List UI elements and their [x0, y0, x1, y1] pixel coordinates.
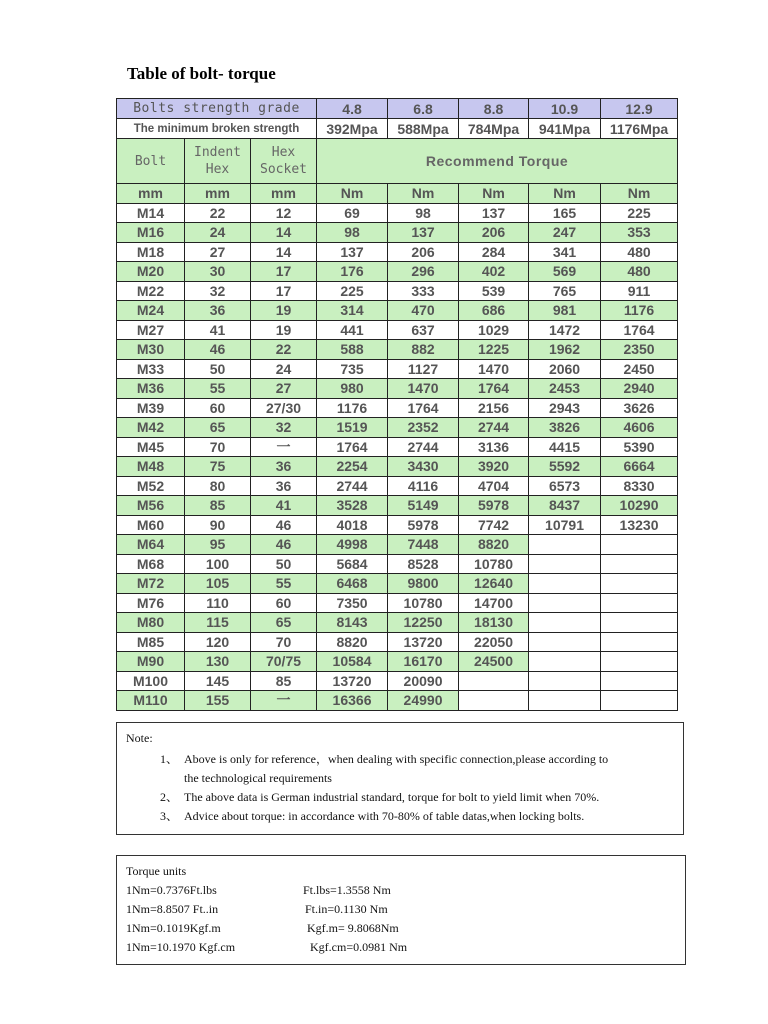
- table-cell: 1470: [459, 359, 529, 379]
- table-cell: 27: [185, 242, 251, 262]
- table-cell: 85: [251, 671, 317, 691]
- table-cell: 569: [529, 262, 601, 282]
- table-cell: 155: [185, 691, 251, 711]
- table-row: [117, 496, 678, 516]
- table-row: [117, 242, 678, 262]
- table-cell: 65: [185, 418, 251, 438]
- bolt-size-cell: M22: [117, 281, 185, 301]
- table-cell: 16366: [317, 691, 388, 711]
- bolt-size-cell: M52: [117, 476, 185, 496]
- table-row: [117, 203, 678, 223]
- note-box: [116, 722, 684, 835]
- table-cell: 36: [185, 301, 251, 321]
- table-row: [117, 457, 678, 477]
- grade-cell: 4.8: [317, 99, 388, 119]
- table-row: [117, 398, 678, 418]
- header-line: Socket: [260, 162, 307, 177]
- table-cell: 8143: [317, 613, 388, 633]
- table-cell: 95: [185, 535, 251, 555]
- table-cell: 22: [185, 203, 251, 223]
- table-cell: 6573: [529, 476, 601, 496]
- table-row: [117, 379, 678, 399]
- unit-cell: Nm: [459, 184, 529, 204]
- conversion-left: 1Nm=0.1019Kgf.m: [126, 921, 221, 935]
- header-line: Indent: [194, 145, 241, 160]
- table-cell: 137: [459, 203, 529, 223]
- note-number: 1、: [160, 752, 179, 766]
- table-cell: 1764: [601, 320, 678, 340]
- min-strength-cell: 784Mpa: [459, 119, 529, 139]
- table-row: [117, 476, 678, 496]
- bolt-size-cell: M72: [117, 574, 185, 594]
- table-row: [117, 301, 678, 321]
- table-cell: 1176: [317, 398, 388, 418]
- table-cell: [529, 632, 601, 652]
- table-cell: 911: [601, 281, 678, 301]
- table-cell: 1764: [459, 379, 529, 399]
- table-cell: [529, 535, 601, 555]
- table-cell: 85: [185, 496, 251, 516]
- table-cell: 10290: [601, 496, 678, 516]
- table-cell: 13720: [388, 632, 459, 652]
- table-row: [117, 632, 678, 652]
- unit-cell: mm: [185, 184, 251, 204]
- table-cell: [529, 613, 601, 633]
- table-row: [117, 535, 678, 555]
- table-cell: 8528: [388, 554, 459, 574]
- table-cell: 5978: [388, 515, 459, 535]
- table-cell: 314: [317, 301, 388, 321]
- table-cell: 46: [251, 535, 317, 555]
- note-line: the technological requirements: [184, 771, 332, 785]
- table-cell: 12: [251, 203, 317, 223]
- bolt-size-cell: M90: [117, 652, 185, 672]
- unit-cell: mm: [117, 184, 185, 204]
- min-strength-cell: 1176Mpa: [601, 119, 678, 139]
- table-cell: 206: [459, 223, 529, 243]
- table-cell: 30: [185, 262, 251, 282]
- table-cell: [529, 554, 601, 574]
- table-cell: 480: [601, 242, 678, 262]
- header-line: Hex: [205, 162, 230, 177]
- table-cell: 65: [251, 613, 317, 633]
- torque-units-title: Torque units: [126, 864, 187, 878]
- bolt-size-cell: M60: [117, 515, 185, 535]
- grade-cell: 6.8: [388, 99, 459, 119]
- table-cell: [459, 691, 529, 711]
- table-cell: 2352: [388, 418, 459, 438]
- bolt-size-cell: M85: [117, 632, 185, 652]
- table-cell: 8330: [601, 476, 678, 496]
- table-cell: 24500: [459, 652, 529, 672]
- table-cell: 17: [251, 262, 317, 282]
- table-cell: [529, 691, 601, 711]
- table-cell: 1176: [601, 301, 678, 321]
- table-cell: 一: [251, 437, 317, 457]
- table-cell: 90: [185, 515, 251, 535]
- table-row: [117, 223, 678, 243]
- table-cell: 50: [251, 554, 317, 574]
- bolt-size-cell: M14: [117, 203, 185, 223]
- table-cell: 5390: [601, 437, 678, 457]
- table-cell: 7448: [388, 535, 459, 555]
- grade-cell: 8.8: [459, 99, 529, 119]
- table-cell: 32: [251, 418, 317, 438]
- bolt-size-cell: M42: [117, 418, 185, 438]
- table-cell: 2744: [459, 418, 529, 438]
- table-cell: 1962: [529, 340, 601, 360]
- table-cell: 3528: [317, 496, 388, 516]
- table-cell: 3430: [388, 457, 459, 477]
- table-cell: 9800: [388, 574, 459, 594]
- conversion-left: 1Nm=8.8507 Ft..in: [126, 902, 219, 916]
- note-number: 3、: [160, 809, 179, 823]
- grade-label: Bolts strength grade: [117, 99, 317, 119]
- table-cell: [601, 535, 678, 555]
- table-cell: [529, 593, 601, 613]
- table-cell: 470: [388, 301, 459, 321]
- table-cell: 4018: [317, 515, 388, 535]
- table-cell: 686: [459, 301, 529, 321]
- table-row: [117, 418, 678, 438]
- table-cell: 4415: [529, 437, 601, 457]
- table-cell: 55: [251, 574, 317, 594]
- table-cell: 19: [251, 320, 317, 340]
- table-cell: 46: [251, 515, 317, 535]
- table-cell: 115: [185, 613, 251, 633]
- table-cell: 2156: [459, 398, 529, 418]
- table-cell: 882: [388, 340, 459, 360]
- table-cell: 69: [317, 203, 388, 223]
- table-cell: 10780: [459, 554, 529, 574]
- min-strength-label: The minimum broken strength: [117, 119, 317, 139]
- table-cell: 70/75: [251, 652, 317, 672]
- table-row: [117, 320, 678, 340]
- table-cell: 130: [185, 652, 251, 672]
- table-cell: 80: [185, 476, 251, 496]
- recommend-torque-header: Recommend Torque: [317, 139, 678, 184]
- table-cell: [601, 554, 678, 574]
- table-cell: 1764: [317, 437, 388, 457]
- table-row: [117, 281, 678, 301]
- table-cell: 176: [317, 262, 388, 282]
- min-strength-row: [117, 119, 678, 139]
- note-text: The above data is German industrial standard, torque for bolt to yield limit when 70%.: [184, 790, 600, 804]
- table-cell: 4116: [388, 476, 459, 496]
- table-cell: 1764: [388, 398, 459, 418]
- torque-units-box: [116, 855, 686, 965]
- table-cell: 1472: [529, 320, 601, 340]
- table-cell: 27: [251, 379, 317, 399]
- bolt-size-cell: M30: [117, 340, 185, 360]
- table-row: [117, 515, 678, 535]
- table-cell: 98: [317, 223, 388, 243]
- table-cell: 333: [388, 281, 459, 301]
- table-cell: 70: [251, 632, 317, 652]
- table-cell: 50: [185, 359, 251, 379]
- table-cell: 8820: [317, 632, 388, 652]
- table-cell: 296: [388, 262, 459, 282]
- table-cell: [601, 632, 678, 652]
- table-cell: 145: [185, 671, 251, 691]
- table-cell: 16170: [388, 652, 459, 672]
- bolt-size-cell: M64: [117, 535, 185, 555]
- table-cell: [529, 652, 601, 672]
- bolt-size-cell: M45: [117, 437, 185, 457]
- table-cell: 32: [185, 281, 251, 301]
- bolt-size-cell: M76: [117, 593, 185, 613]
- table-cell: 24: [251, 359, 317, 379]
- table-cell: 2744: [388, 437, 459, 457]
- table-cell: 402: [459, 262, 529, 282]
- table-cell: 100: [185, 554, 251, 574]
- table-cell: 36: [251, 457, 317, 477]
- table-cell: 120: [185, 632, 251, 652]
- table-cell: 1225: [459, 340, 529, 360]
- unit-cell: Nm: [601, 184, 678, 204]
- table-cell: 46: [185, 340, 251, 360]
- header-line: Hex: [271, 145, 296, 160]
- table-row: [117, 262, 678, 282]
- table-cell: 6468: [317, 574, 388, 594]
- table-cell: 55: [185, 379, 251, 399]
- table-row: [117, 691, 678, 711]
- table-cell: [459, 671, 529, 691]
- table-row: [117, 574, 678, 594]
- bolt-size-cell: M16: [117, 223, 185, 243]
- table-cell: 10791: [529, 515, 601, 535]
- table-cell: 980: [317, 379, 388, 399]
- table-cell: 13230: [601, 515, 678, 535]
- table-cell: 2350: [601, 340, 678, 360]
- table-cell: 588: [317, 340, 388, 360]
- table-cell: 4704: [459, 476, 529, 496]
- table-cell: 13720: [317, 671, 388, 691]
- unit-cell: Nm: [529, 184, 601, 204]
- table-cell: 22050: [459, 632, 529, 652]
- table-cell: 10780: [388, 593, 459, 613]
- table-cell: 4606: [601, 418, 678, 438]
- table-cell: 137: [388, 223, 459, 243]
- table-cell: 637: [388, 320, 459, 340]
- table-cell: 3920: [459, 457, 529, 477]
- table-cell: [601, 613, 678, 633]
- grade-cell: 10.9: [529, 99, 601, 119]
- table-cell: 60: [251, 593, 317, 613]
- table-cell: 2453: [529, 379, 601, 399]
- table-cell: 41: [185, 320, 251, 340]
- table-cell: 735: [317, 359, 388, 379]
- note-text: Advice about torque: in accordance with 70-80% of table datas,when locking bolts.: [184, 809, 585, 823]
- bolt-size-cell: M18: [117, 242, 185, 262]
- table-cell: 2060: [529, 359, 601, 379]
- table-cell: 12640: [459, 574, 529, 594]
- table-cell: 24: [185, 223, 251, 243]
- table-cell: 480: [601, 262, 678, 282]
- table-cell: 765: [529, 281, 601, 301]
- table-cell: 75: [185, 457, 251, 477]
- hex-socket-header: [251, 139, 317, 184]
- bolt-size-cell: M56: [117, 496, 185, 516]
- unit-cell: Nm: [317, 184, 388, 204]
- table-cell: 441: [317, 320, 388, 340]
- table-cell: 3826: [529, 418, 601, 438]
- table-cell: 7742: [459, 515, 529, 535]
- note-number: 2、: [160, 790, 179, 804]
- bolt-size-cell: M36: [117, 379, 185, 399]
- conversion-right: Ft.in=0.1130 Nm: [305, 902, 388, 916]
- conversion-right: Kgf.m= 9.8068Nm: [307, 921, 399, 935]
- table-cell: 10584: [317, 652, 388, 672]
- table-cell: [529, 671, 601, 691]
- table-cell: 165: [529, 203, 601, 223]
- table-cell: 2744: [317, 476, 388, 496]
- bolt-size-cell: M80: [117, 613, 185, 633]
- conversion-right: Ft.lbs=1.3558 Nm: [303, 883, 391, 897]
- bolt-header: Bolt: [117, 139, 185, 184]
- table-cell: 17: [251, 281, 317, 301]
- table-cell: 2940: [601, 379, 678, 399]
- grade-cell: 12.9: [601, 99, 678, 119]
- table-cell: 206: [388, 242, 459, 262]
- torque-table: [116, 98, 678, 711]
- table-cell: 4998: [317, 535, 388, 555]
- table-cell: [601, 574, 678, 594]
- table-cell: 27/30: [251, 398, 317, 418]
- table-cell: 36: [251, 476, 317, 496]
- min-strength-cell: 588Mpa: [388, 119, 459, 139]
- bolt-size-cell: M48: [117, 457, 185, 477]
- table-cell: 1470: [388, 379, 459, 399]
- table-cell: 3136: [459, 437, 529, 457]
- note-line: Above is only for reference，when dealing with specific connection,please according to: [184, 752, 609, 766]
- table-cell: 5592: [529, 457, 601, 477]
- bolt-size-cell: M33: [117, 359, 185, 379]
- table-row: [117, 437, 678, 457]
- table-cell: 22: [251, 340, 317, 360]
- table-cell: 12250: [388, 613, 459, 633]
- table-cell: 8437: [529, 496, 601, 516]
- bolt-size-cell: M68: [117, 554, 185, 574]
- indent-hex-header: [185, 139, 251, 184]
- min-strength-cell: 392Mpa: [317, 119, 388, 139]
- bolt-size-cell: M39: [117, 398, 185, 418]
- table-cell: 6664: [601, 457, 678, 477]
- table-cell: 3626: [601, 398, 678, 418]
- table-cell: 5978: [459, 496, 529, 516]
- table-cell: 20090: [388, 671, 459, 691]
- table-cell: [529, 574, 601, 594]
- table-cell: 981: [529, 301, 601, 321]
- table-cell: 5684: [317, 554, 388, 574]
- table-row: [117, 340, 678, 360]
- table-cell: 60: [185, 398, 251, 418]
- conversion-right: Kgf.cm=0.0981 Nm: [310, 940, 408, 954]
- table-cell: 105: [185, 574, 251, 594]
- table-cell: 2450: [601, 359, 678, 379]
- table-cell: [601, 691, 678, 711]
- table-cell: 137: [317, 242, 388, 262]
- table-cell: 5149: [388, 496, 459, 516]
- table-cell: [601, 652, 678, 672]
- table-row: [117, 671, 678, 691]
- table-cell: 225: [317, 281, 388, 301]
- page-title: Table of bolt- torque: [127, 64, 276, 83]
- table-cell: [601, 671, 678, 691]
- table-cell: 353: [601, 223, 678, 243]
- table-cell: 1029: [459, 320, 529, 340]
- conversion-left: 1Nm=0.7376Ft.lbs: [126, 883, 217, 897]
- table-cell: 7350: [317, 593, 388, 613]
- note-text: [184, 750, 608, 788]
- table-cell: 1519: [317, 418, 388, 438]
- table-cell: 247: [529, 223, 601, 243]
- table-row: [117, 652, 678, 672]
- table-cell: 18130: [459, 613, 529, 633]
- table-cell: 一: [251, 691, 317, 711]
- unit-cell: mm: [251, 184, 317, 204]
- table-row: [117, 613, 678, 633]
- table-cell: [601, 593, 678, 613]
- bolt-size-cell: M20: [117, 262, 185, 282]
- table-cell: 2943: [529, 398, 601, 418]
- unit-cell: Nm: [388, 184, 459, 204]
- table-cell: 8820: [459, 535, 529, 555]
- table-cell: 284: [459, 242, 529, 262]
- table-cell: 19: [251, 301, 317, 321]
- column-header-row: [117, 139, 678, 184]
- bolt-size-cell: M100: [117, 671, 185, 691]
- table-cell: 14700: [459, 593, 529, 613]
- bolt-size-cell: M27: [117, 320, 185, 340]
- table-cell: 1127: [388, 359, 459, 379]
- table-cell: 225: [601, 203, 678, 223]
- table-cell: 341: [529, 242, 601, 262]
- table-cell: 110: [185, 593, 251, 613]
- min-strength-cell: 941Mpa: [529, 119, 601, 139]
- table-row: [117, 593, 678, 613]
- table-cell: 41: [251, 496, 317, 516]
- table-cell: 14: [251, 242, 317, 262]
- table-cell: 14: [251, 223, 317, 243]
- note-title: Note:: [126, 731, 153, 745]
- table-cell: 98: [388, 203, 459, 223]
- table-row: [117, 554, 678, 574]
- units-row: [117, 184, 678, 204]
- table-cell: 24990: [388, 691, 459, 711]
- table-cell: 2254: [317, 457, 388, 477]
- table-cell: 539: [459, 281, 529, 301]
- table-cell: 70: [185, 437, 251, 457]
- conversion-left: 1Nm=10.1970 Kgf.cm: [126, 940, 236, 954]
- grade-row: [117, 99, 678, 119]
- bolt-size-cell: M110: [117, 691, 185, 711]
- bolt-size-cell: M24: [117, 301, 185, 321]
- table-row: [117, 359, 678, 379]
